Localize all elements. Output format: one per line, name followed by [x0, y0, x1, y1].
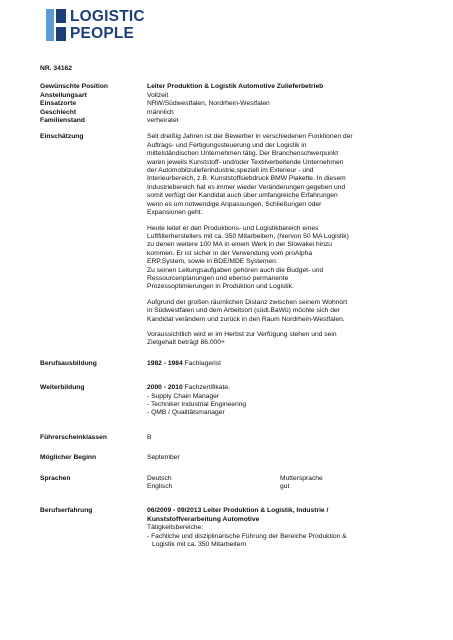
- language-item: [147, 475, 420, 483]
- training-section: [40, 360, 420, 368]
- start-section: [40, 454, 420, 462]
- text-line: somit verfügt der Kandidat auch über umfangreiche Erfahrungen: [147, 192, 338, 200]
- experience-line: Logistik mit ca. 350 Mitarbeitern: [152, 541, 247, 549]
- further-education-years: 2000 - 2010: [147, 384, 183, 392]
- text-line: zu denen weitere 100 MA in einem Werk in der Slowakei hinzu: [147, 241, 332, 249]
- profile-row-employment: [40, 92, 420, 100]
- assessment-paragraph: [147, 331, 420, 348]
- experience-label: Berufserfahrung: [40, 507, 93, 515]
- text-line: Auftrags- und Fertigungssteuerung und der Logistik in: [147, 141, 307, 149]
- further-education-item: - Supply Chain Manager: [147, 392, 220, 400]
- training-value: [147, 360, 420, 368]
- languages-section: [40, 475, 420, 492]
- profile-document: [40, 65, 420, 549]
- license-value: B: [147, 433, 152, 441]
- further-education-item: - QMB / Qualitätsmanager: [147, 409, 225, 417]
- position-value: Leiter Produktion & Logistik Automotive Zulieferbetrieb: [147, 83, 324, 91]
- text-line: Expansionen geht.: [147, 209, 203, 217]
- text-line: Zielgehalt beträgt 86.000+: [147, 339, 225, 347]
- further-education-text: Fachzertifikate,: [184, 384, 230, 392]
- text-line: ERP.System, sowie in BDE/MDE Systemen.: [147, 258, 278, 266]
- logo-mark-icon: [46, 9, 66, 41]
- language-name: Deutsch: [147, 474, 172, 482]
- profile-row-marital: [40, 117, 420, 125]
- profile-row-locations: [40, 100, 420, 108]
- language-level: Muttersprache: [280, 474, 323, 482]
- license-label: Führerscheinklassen: [40, 433, 107, 441]
- text-line: in Südwestfalen und dem Arbeitsort (südl.BaWü) möchte sich der: [147, 307, 340, 315]
- languages-label: Sprachen: [40, 474, 71, 482]
- employment-label: Anstellungsart: [40, 91, 87, 99]
- text-line: Ressourcenplanungen und ebenso permanente: [147, 274, 289, 282]
- language-name: Englisch: [147, 483, 173, 491]
- profile-overview: [40, 83, 420, 125]
- further-education-section: [40, 384, 420, 418]
- text-line: mittelständischen Unternehmen tätig. Der Branchenschwerpunkt: [147, 150, 339, 158]
- assessment-label: Einschätzung: [40, 133, 84, 141]
- employment-value: Vollzeit: [147, 91, 169, 99]
- further-education-label: Weiterbildung: [40, 384, 85, 392]
- gender-label: Geschlecht: [40, 108, 77, 116]
- profile-number: NR. 34162: [40, 65, 72, 72]
- locations-label: Einsatzorte: [40, 100, 77, 108]
- experience-entry: [147, 507, 420, 549]
- locations-value: NRW/Südwestfalen, Nordrhein-Westfalen: [147, 100, 270, 108]
- logo-line-2: PEOPLE: [70, 24, 135, 42]
- marital-value: verheiratet: [147, 117, 179, 125]
- experience-title: 06/2009 - 09/2013 Leiter Produktion & Logistik, Industrie /: [147, 507, 329, 515]
- language-level: gut: [280, 483, 290, 491]
- position-label: Gewünschte Position: [40, 83, 108, 91]
- training-label: Berufsausbildung: [40, 359, 97, 367]
- training-text: Fachlagerist: [184, 359, 221, 367]
- text-line: Zu seinen Leitungsaufgaben gehören auch die Budget- und: [147, 266, 324, 274]
- languages-list: [147, 475, 420, 492]
- assessment-paragraph: [147, 133, 420, 217]
- assessment-section: [40, 133, 420, 347]
- experience-title-cont: Kunststoffverarbeitung Automotive: [147, 515, 260, 523]
- logo-line-1: LOGISTIC: [70, 8, 145, 25]
- experience-subheading: Tätigkeitsbereiche:: [147, 524, 204, 532]
- start-label: Möglicher Beginn: [40, 454, 97, 462]
- gender-value: männlich: [147, 108, 174, 116]
- text-line: Aufgrund der großen räumlichen Distanz zwischen seinem Wohnort: [147, 298, 348, 306]
- text-line: Heute leitet er den Produktions- und Logistikbereich eines: [147, 224, 319, 232]
- text-line: Kandidat verändern und zurück in den Raum Nordrhein-Westfalen.: [147, 315, 345, 323]
- assessment-paragraph: [147, 299, 420, 324]
- text-line: Seit dreißig Jahren ist der Bewerber in verschiedenen Funktionen der: [147, 133, 353, 141]
- profile-row-position: [40, 83, 420, 91]
- language-item: [147, 483, 420, 491]
- assessment-paragraph: [147, 225, 420, 292]
- text-line: Voraussichtlich wird er im Herbst zur Verfügung stehen und sein: [147, 330, 337, 338]
- text-line: Luftfilterherstellers mit ca. 350 Mitarbeitern, (hiervon 50 MA Logistik): [147, 232, 349, 240]
- license-section: [40, 434, 420, 442]
- start-value: September: [147, 454, 180, 462]
- text-line: Prozessoptimierungen in Produktion und Logistik.: [147, 283, 294, 291]
- experience-line: - Fachliche und disziplinarische Führung der Bereiche Produktion &: [147, 532, 347, 540]
- marital-label: Familienstand: [40, 117, 85, 125]
- further-education-item: - Techniker Industrial Engineering: [147, 401, 247, 408]
- text-line: kommen. Er ist sicher in der Verwendung vom proAlpha: [147, 249, 313, 257]
- experience-section: [40, 507, 420, 549]
- training-years: 1982 - 1984: [147, 359, 183, 367]
- text-line: Interieurbereich, z.B. Kunststoffsiebdruck BMW Plakette. In diesem: [147, 175, 346, 183]
- text-line: der Automobilzulieferindustrie,speziell im Exterieur - und: [147, 167, 314, 175]
- text-line: Industriebereich hat es immer wieder Veränderungen gegeben und: [147, 183, 346, 191]
- text-line: wenn es um notwendige Anpassungen, Schließungen oder: [147, 200, 322, 208]
- logistic-people-logo: [46, 6, 164, 44]
- further-education-value: [147, 384, 420, 418]
- assessment-text: [147, 133, 420, 347]
- text-line: waren jeweils Kunststoff- und/oder Textilverbeitende Unternehmen: [147, 158, 344, 166]
- profile-row-gender: [40, 109, 420, 117]
